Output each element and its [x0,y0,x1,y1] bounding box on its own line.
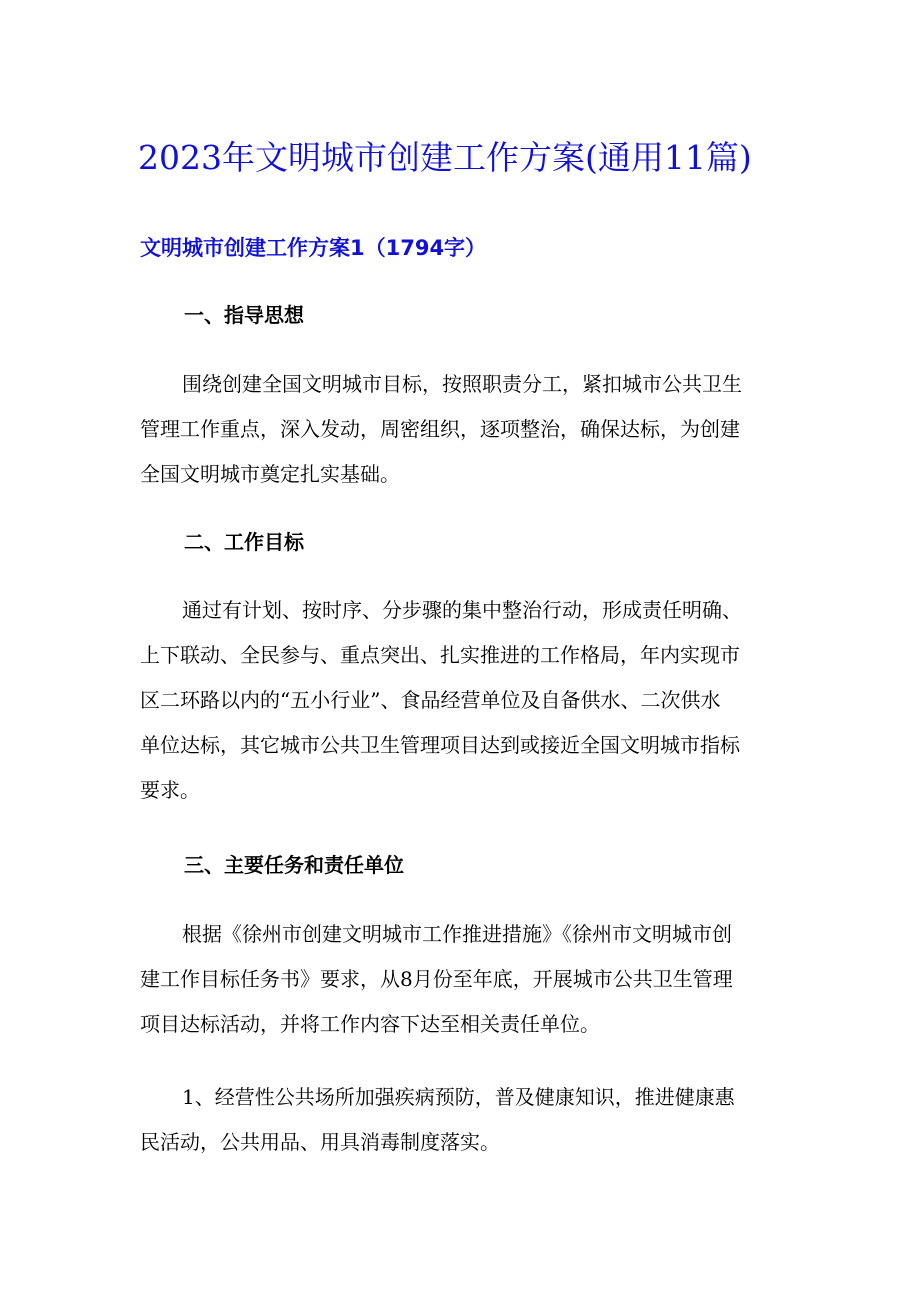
heading-guiding-ideology: 一、指导思想 [184,303,304,327]
heading-main-tasks: 三、主要任务和责任单位 [184,853,404,877]
paragraph-line: 要求。 [140,778,200,802]
paragraph-line: 根据《徐州市创建文明城市工作推进措施》《徐州市文明城市创 [182,922,732,946]
paragraph-line: 管理工作重点，深入发动，周密组织，逐项整治，确保达标，为创建 [140,417,740,441]
paragraph-line: 民活动，公共用品、用具消毒制度落实。 [140,1130,500,1154]
paragraph-guiding-ideology [140,362,790,497]
paragraph-line: 建工作目标任务书》要求，从8月份至年底，开展城市公共卫生管理 [140,967,733,991]
heading-work-goals: 二、工作目标 [184,530,304,554]
paragraph-line: 单位达标，其它城市公共卫生管理项目达到或接近全国文明城市指标 [140,733,740,757]
paragraph-line: 1、经营性公共场所加强疾病预防，普及健康知识，推进健康惠 [182,1085,735,1109]
paragraph-line: 上下联动、全民参与、重点突出、扎实推进的工作格局，年内实现市 [140,643,740,667]
paragraph-line: 区二环路以内的“五小行业”、食品经营单位及自备供水、二次供水 [140,688,721,712]
paragraph-main-tasks [140,912,790,1047]
paragraph-work-goals [140,588,790,813]
paragraph-line: 全国文明城市奠定扎实基础。 [140,462,400,486]
paragraph-line: 通过有计划、按时序、分步骤的集中整治行动，形成责任明确、 [182,598,742,622]
paragraph-item-1 [140,1075,790,1165]
section-title: 文明城市创建工作方案1（1794字） [140,236,487,260]
paragraph-line: 围绕创建全国文明城市目标，按照职责分工，紧扣城市公共卫生 [182,372,742,396]
document-title: 2023年文明城市创建工作方案(通用11篇) [138,138,752,177]
paragraph-line: 项目达标活动，并将工作内容下达至相关责任单位。 [140,1012,600,1036]
